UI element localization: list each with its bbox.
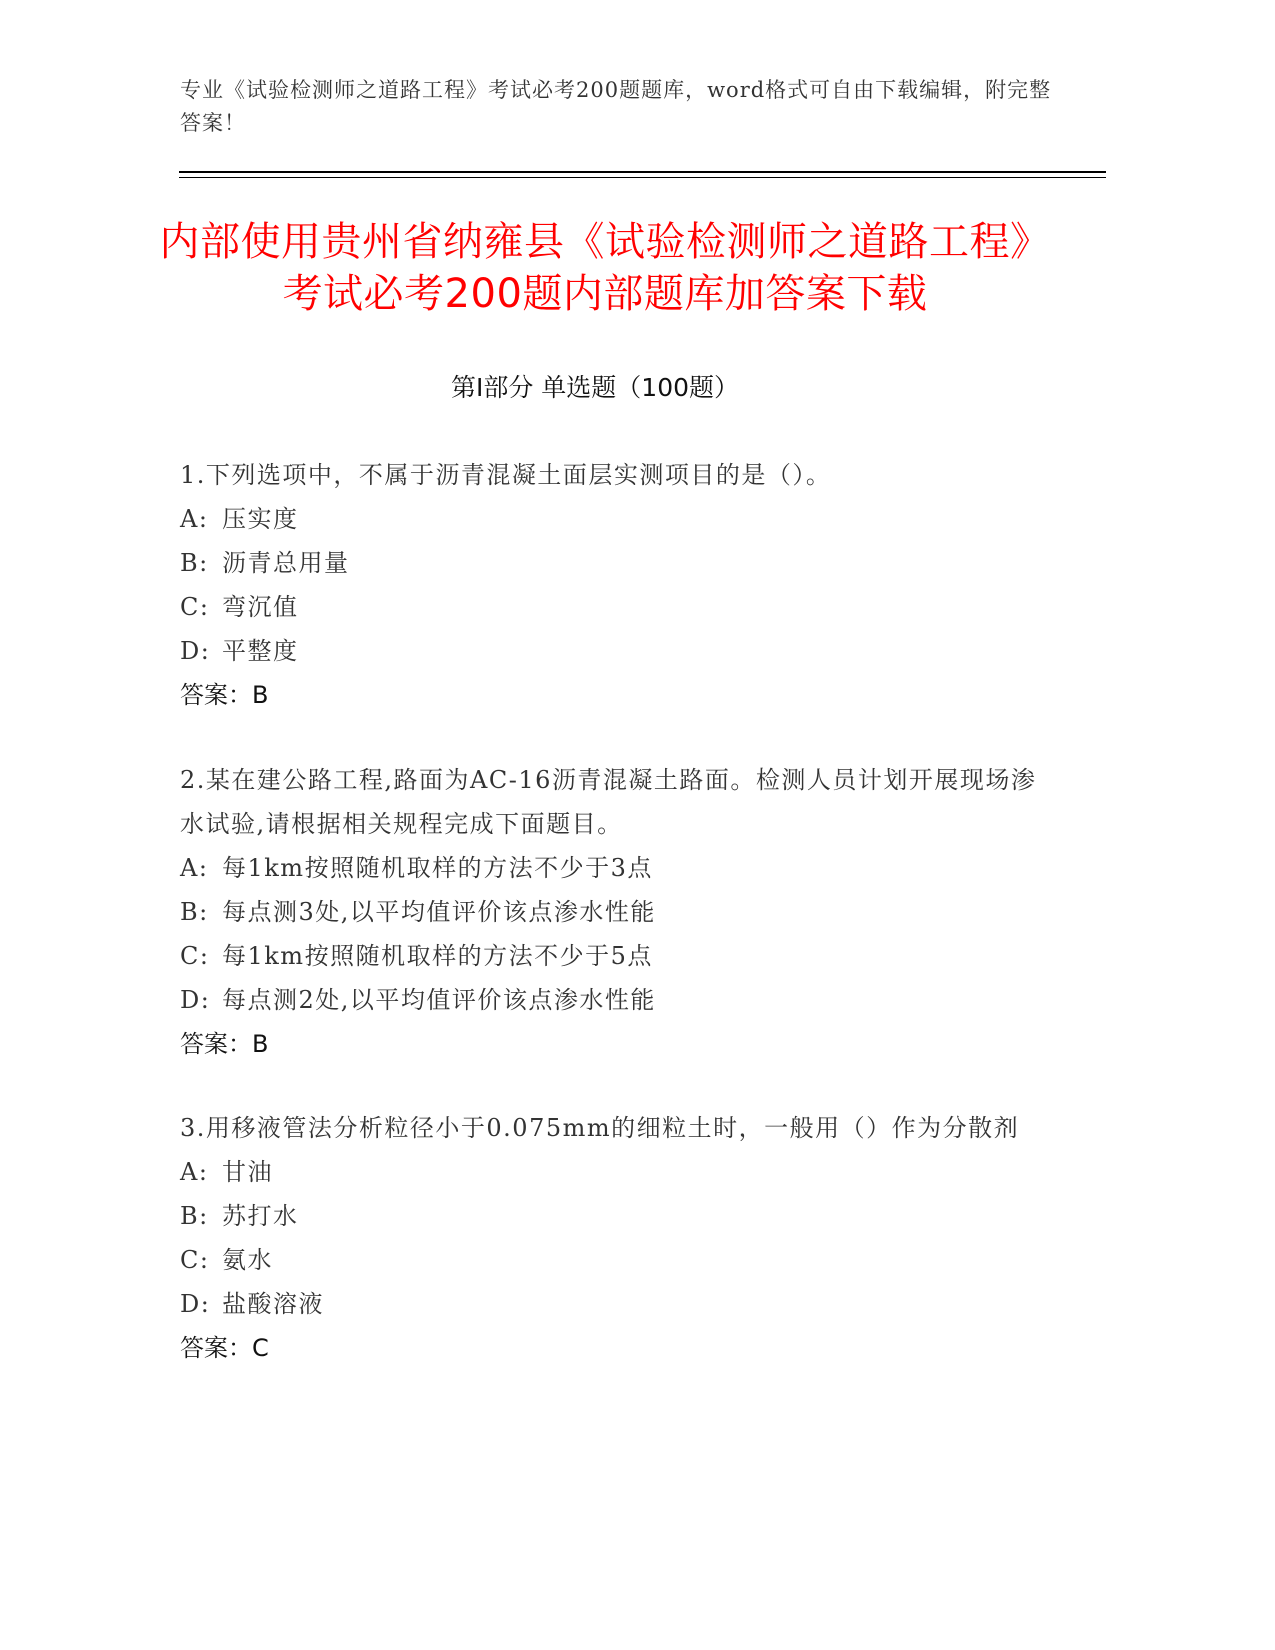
- option-label: A:: [180, 1158, 209, 1186]
- option-text: 平整度: [222, 637, 299, 665]
- option-text: 压实度: [222, 505, 299, 533]
- option-d: [180, 629, 1040, 673]
- question-stem: 1.下列选项中，不属于沥青混凝土面层实测项目的是（）。: [180, 461, 832, 489]
- option-text: 盐酸溶液: [222, 1290, 324, 1318]
- option-c: [180, 1238, 1040, 1282]
- option-c: [180, 585, 1040, 629]
- option-a: [180, 846, 1040, 890]
- option-text: 沥青总用量: [222, 549, 350, 577]
- header-rule-thin: [179, 177, 1106, 178]
- option-label: C:: [180, 593, 210, 621]
- option-label: D:: [180, 1290, 211, 1318]
- answer-line: 答案：B: [180, 1030, 269, 1058]
- answer-line: 答案：C: [180, 1334, 269, 1362]
- question-2: [180, 758, 1040, 1066]
- option-label: D:: [180, 986, 211, 1014]
- question-stem: 2.某在建公路工程,路面为AC-16沥青混凝土路面。检测人员计划开展现场渗水试验,请根据相关规程完成下面题目。: [180, 766, 1037, 838]
- header-note: 专业《试验检测师之道路工程》考试必考200题题库，word格式可自由下载编辑，附完整答案！: [180, 78, 1052, 135]
- option-a: [180, 1150, 1040, 1194]
- option-b: [180, 1194, 1040, 1238]
- option-c: [180, 934, 1040, 978]
- option-text: 每1km按照随机取样的方法不少于3点: [222, 854, 653, 882]
- option-text: 每点测3处,以平均值评价该点渗水性能: [222, 898, 656, 926]
- option-text: 弯沉值: [222, 593, 299, 621]
- option-b: [180, 890, 1040, 934]
- option-label: A:: [180, 854, 209, 882]
- option-a: [180, 497, 1040, 541]
- option-label: A:: [180, 505, 209, 533]
- option-text: 每1km按照随机取样的方法不少于5点: [222, 942, 653, 970]
- option-label: D:: [180, 637, 211, 665]
- header-rule-thick: [179, 171, 1106, 173]
- question-stem: 3.用移液管法分析粒径小于0.075mm的细粒土时，一般用（）作为分散剂: [180, 1114, 1020, 1142]
- option-text: 甘油: [222, 1158, 273, 1186]
- option-text: 每点测2处,以平均值评价该点渗水性能: [222, 986, 656, 1014]
- option-label: B:: [180, 898, 209, 926]
- answer-line: 答案：B: [180, 681, 269, 709]
- option-d: [180, 978, 1040, 1022]
- option-b: [180, 541, 1040, 585]
- question-1: [180, 453, 1040, 717]
- option-label: B:: [180, 1202, 209, 1230]
- option-label: C:: [180, 1246, 210, 1274]
- option-d: [180, 1282, 1040, 1326]
- document-title: 内部使用贵州省纳雍县《试验检测师之道路工程》考试必考200题内部题库加答案下载: [159, 219, 1051, 317]
- option-text: 苏打水: [222, 1202, 299, 1230]
- option-label: C:: [180, 942, 210, 970]
- question-3: [180, 1106, 1040, 1370]
- option-label: B:: [180, 549, 209, 577]
- section-title: 第I部分 单选题（100题）: [450, 373, 740, 402]
- option-text: 氨水: [222, 1246, 273, 1274]
